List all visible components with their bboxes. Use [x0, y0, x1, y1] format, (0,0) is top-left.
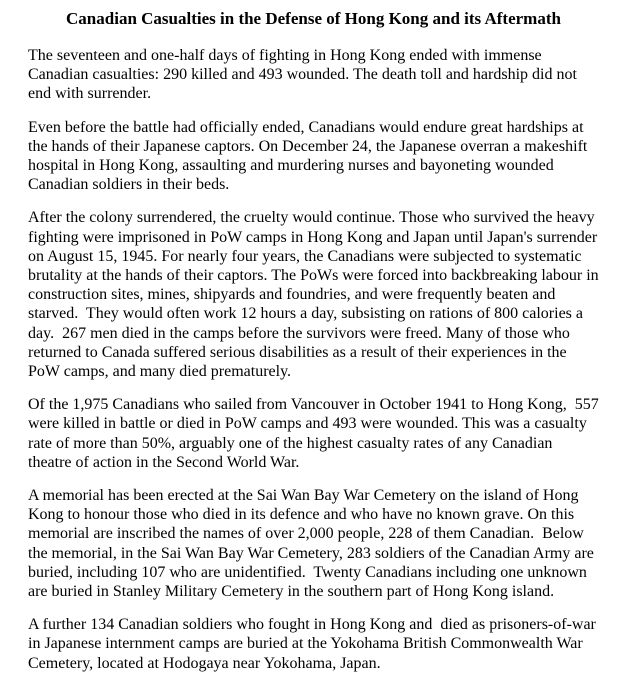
document-title: Canadian Casualties in the Defense of Hong Kong and its Aftermath — [66, 9, 561, 28]
paragraph-casualty-summary: The seventeen and one-half days of fighting in Hong Kong ended with immense Canadian casualties: 290 killed and 493 wounded. The death toll and hardship did not end with surrender. — [28, 47, 581, 103]
paragraph-hospital-attack: Even before the battle had officially ended, Canadians would endure great hardships at the hands of their Japanese captors. On December 24, the Japanese overran a makeshift hospital in Hong Kong, assaulting and murdering nurses and bayoneting wounded Canadian soldiers in their beds. — [28, 118, 592, 194]
paragraph-pow-camps: After the colony surrendered, the cruelty would continue. Those who survived the heavy fighting were imprisoned in PoW camps in Hong Kong and Japan until Japan's surrender on August 15, 1945. For nearly four years, the Canadians were subjected to systematic brutality at the hands of their captors. The PoWs were forced into backbreaking labour in construction sites, mines, shipyards and foundries, and were frequently beaten and starved. They would often work 12 hours a day, subsisting on rations of 800 calories a day. 267 men died in the camps before the survivors were freed. Many of those who returned to Canada suffered serious disabilities as a result of their experiences in the PoW camps, and many died prematurely. — [28, 209, 603, 381]
paragraph-sai-wan-memorial: A memorial has been erected at the Sai Wan Bay War Cemetery on the island of Hong Kong to honour those who died in its defence and who have no known grave. On this memorial are inscribed the names of over 2,000 people, 228 of them Canadian. Below the memorial, in the Sai Wan Bay War Cemetery, 283 soldiers of the Canadian Army are buried, including 107 who are unidentified. Twenty Canadians including one unknown are buried in Stanley Military Cemetery in the southern part of Hong Kong island. — [28, 487, 598, 601]
paragraph-casualty-rate: Of the 1,975 Canadians who sailed from Vancouver in October 1941 to Hong Kong, 557 were killed in battle or died in PoW camps and 493 were wounded. This was a casualty rate of more than 50%, arguably one of the highest casualty rates of any Canadian theatre of action in the Second World War. — [28, 396, 603, 471]
paragraph-yokohama-cemetery: A further 134 Canadian soldiers who fought in Hong Kong and died as prisoners-of-war in Japanese internment camps are buried at the Yokohama British Commonwealth War Cemetery, located at Hodogaya near Yokohama, Japan. — [28, 616, 600, 672]
